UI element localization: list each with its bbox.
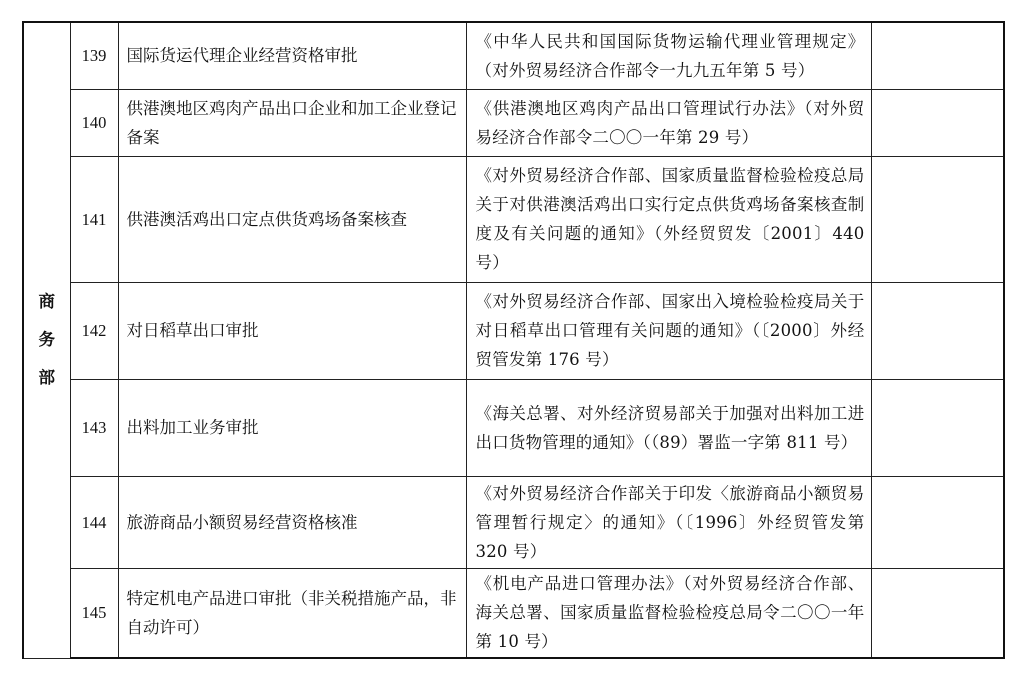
table-row — [23, 379, 1004, 476]
item-name: 出料加工业务审批 — [118, 379, 466, 476]
item-number: 141 — [70, 156, 118, 282]
legal-basis: 《对外贸易经济合作部关于印发〈旅游商品小额贸易管理暂行规定〉的通知》（〔1996〕外经贸管发第 320 号） — [466, 476, 871, 568]
table-row — [23, 476, 1004, 568]
item-name: 供港澳活鸡出口定点供货鸡场备案核查 — [118, 156, 466, 282]
table-row — [23, 22, 1004, 89]
item-number: 140 — [70, 89, 118, 156]
approval-items-table — [22, 21, 1005, 659]
item-name: 供港澳地区鸡肉产品出口企业和加工企业登记备案 — [118, 89, 466, 156]
legal-basis: 《中华人民共和国国际货物运输代理业管理规定》（对外贸易经济合作部令一九九五年第 5 号） — [466, 22, 871, 89]
item-number: 142 — [70, 282, 118, 379]
item-name: 特定机电产品进口审批（非关税措施产品，非自动许可） — [118, 568, 466, 658]
table-row — [23, 568, 1004, 658]
department-name: 商务部 — [38, 292, 55, 388]
item-name: 国际货运代理企业经营资格审批 — [118, 22, 466, 89]
department-cell — [23, 22, 70, 658]
remark-cell — [871, 22, 1004, 89]
legal-basis: 《海关总署、对外经济贸易部关于加强对出料加工进出口货物管理的通知》（（89）署监一字第 811 号） — [466, 379, 871, 476]
item-number: 145 — [70, 568, 118, 658]
item-number: 139 — [70, 22, 118, 89]
remark-cell — [871, 379, 1004, 476]
table-row — [23, 89, 1004, 156]
item-name: 旅游商品小额贸易经营资格核准 — [118, 476, 466, 568]
legal-basis: 《对外贸易经济合作部、国家出入境检验检疫局关于对日稻草出口管理有关问题的通知》（〔2000〕外经贸管发第 176 号） — [466, 282, 871, 379]
remark-cell — [871, 568, 1004, 658]
remark-cell — [871, 156, 1004, 282]
legal-basis: 《对外贸易经济合作部、国家质量监督检验检疫总局关于对供港澳活鸡出口实行定点供货鸡场备案核查制度及有关问题的通知》（外经贸贸发〔2001〕440 号） — [466, 156, 871, 282]
table-row — [23, 156, 1004, 282]
legal-basis: 《机电产品进口管理办法》（对外贸易经济合作部、海关总署、国家质量监督检验检疫总局令二〇〇一年第 10 号） — [466, 568, 871, 658]
item-name: 对日稻草出口审批 — [118, 282, 466, 379]
item-number: 143 — [70, 379, 118, 476]
remark-cell — [871, 282, 1004, 379]
legal-basis: 《供港澳地区鸡肉产品出口管理试行办法》（对外贸易经济合作部令二〇〇一年第 29 号） — [466, 89, 871, 156]
remark-cell — [871, 89, 1004, 156]
item-number: 144 — [70, 476, 118, 568]
remark-cell — [871, 476, 1004, 568]
table-row — [23, 282, 1004, 379]
